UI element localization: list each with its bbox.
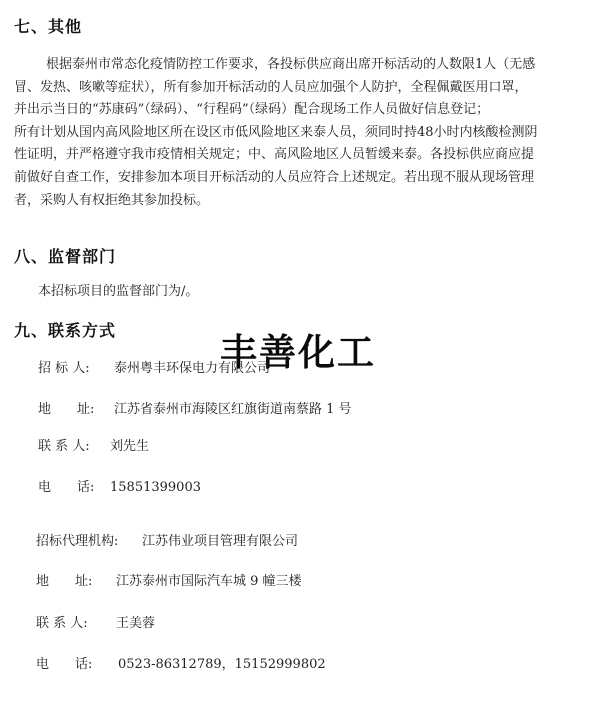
paragraph-line: 根据泰州市常态化疫情防控工作要求，各投标供应商出席开标活动的人数限1人（无感 xyxy=(46,57,536,72)
agency-contact-row xyxy=(36,615,576,633)
tenderer-contact-label: 联 系 人: xyxy=(38,439,90,454)
section-heading-contact: 九、联系方式 xyxy=(14,321,117,340)
agency-address-label: 地 址: xyxy=(36,574,93,589)
tenderer-phone-row xyxy=(38,479,558,497)
supervision-text: 本招标项目的监督部门为/。 xyxy=(38,284,199,299)
agency-name-row xyxy=(36,533,576,551)
agency-contact: 王美蓉 xyxy=(116,616,156,631)
tenderer-name-label: 招 标 人: xyxy=(38,361,90,376)
epidemic-notice-paragraph xyxy=(14,54,586,212)
agency-phone-label: 电 话: xyxy=(36,657,93,672)
agency-address: 江苏泰州市国际汽车城 9 幢三楼 xyxy=(116,574,302,589)
section-heading-supervision: 八、监督部门 xyxy=(14,247,117,266)
agency-address-row xyxy=(36,573,576,591)
tenderer-contact: 刘先生 xyxy=(110,439,150,454)
agency-contact-label: 联 系 人: xyxy=(36,616,88,631)
paragraph-line: 性证明，并严格遵守我市疫情相关规定；中、高风险地区人员暂缓来泰。各投标供应商应提 xyxy=(14,147,535,163)
agency-phone: 0523-86312789，15152999802 xyxy=(118,657,326,672)
tenderer-phone: 15851399003 xyxy=(110,480,201,495)
watermark-text: 丰善化工 xyxy=(220,331,376,374)
paragraph-line: 者，采购人有权拒绝其参加投标。 xyxy=(14,192,210,208)
agency-phone-row xyxy=(36,656,576,674)
tenderer-address: 江苏省泰州市海陵区红旗街道南蔡路 1 号 xyxy=(114,402,352,417)
agency-name-label: 招标代理机构: xyxy=(36,534,119,549)
section-heading-other: 七、其他 xyxy=(14,17,83,36)
tenderer-address-label: 地 址: xyxy=(38,402,95,417)
tenderer-phone-label: 电 话: xyxy=(38,480,95,495)
paragraph-line: 冒、发热、咳嗽等症状），所有参加开标活动的人员应加强个人防护，全程佩戴医用口罩， xyxy=(14,79,528,95)
paragraph-line: 所有计划从国内高风险地区所在设区市低风险地区来泰人员，须同时持48小时内核酸检测阴 xyxy=(14,124,538,140)
tenderer-contact-row xyxy=(38,438,558,456)
tenderer-address-row xyxy=(38,401,558,419)
paragraph-line: 并出示当日的“苏康码”（绿码）、“行程码”（绿码）配合现场工作人员做好信息登记； xyxy=(14,102,490,118)
tenderer-name: 泰州粤丰环保电力有限公司 xyxy=(114,361,271,376)
paragraph-line: 前做好自查工作，安排参加本项目开标活动的人员应符合上述规定。若出现不服从现场管理 xyxy=(14,169,535,185)
agency-name: 江苏伟业项目管理有限公司 xyxy=(142,534,299,549)
